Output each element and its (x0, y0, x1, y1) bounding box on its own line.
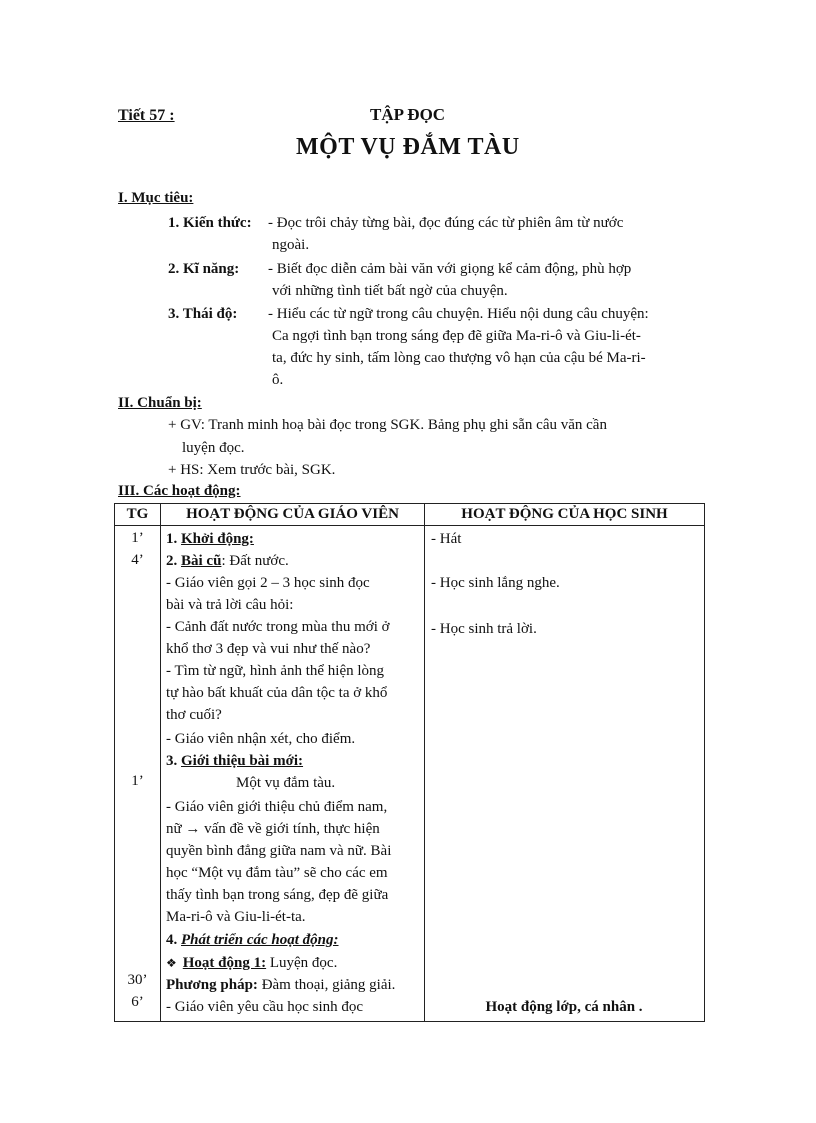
time-value: 1’ (131, 530, 144, 546)
teacher-line: học “Một vụ đắm tàu” sẽ cho các em (166, 865, 388, 881)
section-number: 3. (166, 753, 178, 769)
section-number: 2. (166, 553, 178, 569)
objective-line: ta, đức hy sinh, tấm lòng cao thượng vô hạn của cậu bé Ma-ri- (272, 350, 646, 366)
teacher-line: quyền bình đẳng giữa nam và nữ. Bài (166, 843, 392, 859)
section-number: 4. (166, 932, 178, 948)
objective-line: - Hiểu các từ ngữ trong câu chuyện. Hiểu nội dung câu chuyện: (268, 306, 649, 322)
teacher-line: - Tìm từ ngữ, hình ảnh thể hiện lòng (166, 663, 385, 679)
objective-label-knowledge: 1. Kiến thức: (168, 215, 252, 231)
teacher-line: tự hào bất khuất của dân tộc ta ở khổ (166, 685, 388, 701)
method-label: Phương pháp: (166, 977, 258, 993)
section-title: Bài cũ (181, 553, 222, 569)
section-title: Phát triển các hoạt động: (181, 932, 339, 948)
column-header-student: HOẠT ĐỘNG CỦA HỌC SINH (425, 504, 705, 526)
column-header-teacher: HOẠT ĐỘNG CỦA GIÁO VIÊN (161, 504, 425, 526)
activity-detail: Luyện đọc. (266, 955, 338, 971)
teacher-line: bài và trả lời câu hỏi: (166, 597, 294, 613)
objective-text-skills (268, 258, 698, 302)
section-detail: : Đất nước. (221, 553, 289, 569)
teacher-line: - Cảnh đất nước trong mùa thu mới ở (166, 619, 390, 635)
objective-line: - Đọc trôi chảy từng bài, đọc đúng các từ phiên âm từ nước (268, 215, 624, 231)
time-value: 30’ (127, 972, 148, 988)
teacher-cell (161, 526, 425, 1022)
table-row (115, 526, 705, 1022)
preparation-student: + HS: Xem trước bài, SGK. (168, 462, 336, 478)
section-title: Khởi động: (181, 531, 254, 547)
time-value: 4’ (131, 552, 144, 568)
student-line: - Học sinh trả lời. (431, 621, 537, 637)
table-header-row (115, 504, 705, 526)
objective-label-skills: 2. Kĩ năng: (168, 261, 240, 277)
activity-title: Hoạt động 1: (182, 955, 267, 971)
objectives-heading: I. Mục tiêu: (118, 190, 194, 206)
lesson-number: Tiết 57 : (118, 107, 175, 124)
objective-label-attitude: 3. Thái độ: (168, 306, 238, 322)
activity-1-line (166, 952, 419, 974)
method-line (166, 974, 419, 996)
teacher-line: - Giáo viên yêu cầu học sinh đọc (166, 999, 364, 1015)
preparation-teacher: + GV: Tranh minh hoạ bài đọc trong SGK. Bảng phụ ghi sẵn câu văn cần (168, 417, 607, 433)
activities-heading: III. Các hoạt động: (118, 483, 241, 499)
student-line: - Hát (431, 531, 462, 547)
column-header-time: TG (115, 504, 161, 526)
teacher-line: nữ → vấn đề về giới tính, thực hiện (166, 821, 380, 837)
teacher-line: - Giáo viên giới thiệu chủ điểm nam, (166, 799, 388, 815)
objective-line: - Biết đọc diễn cảm bài văn với giọng kể cảm động, phù hợp (268, 261, 632, 277)
student-activity-type: Hoạt động lớp, cá nhân . (485, 999, 643, 1015)
objective-line: ngoài. (272, 237, 310, 253)
subject-heading: TẬP ĐỌC (370, 105, 446, 124)
time-cell (115, 526, 161, 1022)
preparation-teacher-cont: luyện đọc. (182, 440, 245, 456)
section-title: Giới thiệu bài mới: (181, 753, 304, 769)
objective-line: ô. (272, 372, 284, 388)
time-value: 6’ (131, 994, 144, 1010)
lesson-name: Một vụ đắm tàu. (236, 775, 336, 791)
diamond-bullet-icon: ❖ (166, 956, 177, 970)
section-new-lesson (166, 750, 419, 772)
section-activities (166, 929, 419, 951)
teacher-line: - Giáo viên nhận xét, cho điểm. (166, 731, 356, 747)
activities-table (114, 503, 705, 1022)
student-cell (425, 526, 705, 1022)
objective-line: với những tình tiết bất ngờ của chuyện. (272, 283, 508, 299)
method-detail: Đàm thoại, giảng giải. (257, 977, 396, 993)
teacher-line: thấy tình bạn trong sáng, đẹp đẽ giữa (166, 887, 389, 903)
lesson-title: MỘT VỤ ĐẮM TÀU (296, 134, 520, 160)
preparation-heading: II. Chuẩn bị: (118, 395, 202, 411)
section-warmup (166, 528, 419, 550)
objective-line: Ca ngợi tình bạn trong sáng đẹp đẽ giữa Ma-ri-ô và Giu-li-ét- (272, 328, 641, 344)
teacher-line: khổ thơ 3 đẹp và vui như thế nào? (166, 641, 371, 657)
teacher-line: thơ cuối? (166, 707, 222, 723)
teacher-line: - Giáo viên gọi 2 – 3 học sinh đọc (166, 575, 370, 591)
time-value: 1’ (131, 773, 144, 789)
student-line: - Học sinh lắng nghe. (431, 575, 560, 591)
objective-text-attitude (268, 303, 698, 391)
section-old-lesson (166, 550, 419, 572)
teacher-line: Ma-ri-ô và Giu-li-ét-ta. (166, 909, 306, 925)
objective-text-knowledge (268, 212, 698, 256)
section-number: 1. (166, 531, 178, 547)
